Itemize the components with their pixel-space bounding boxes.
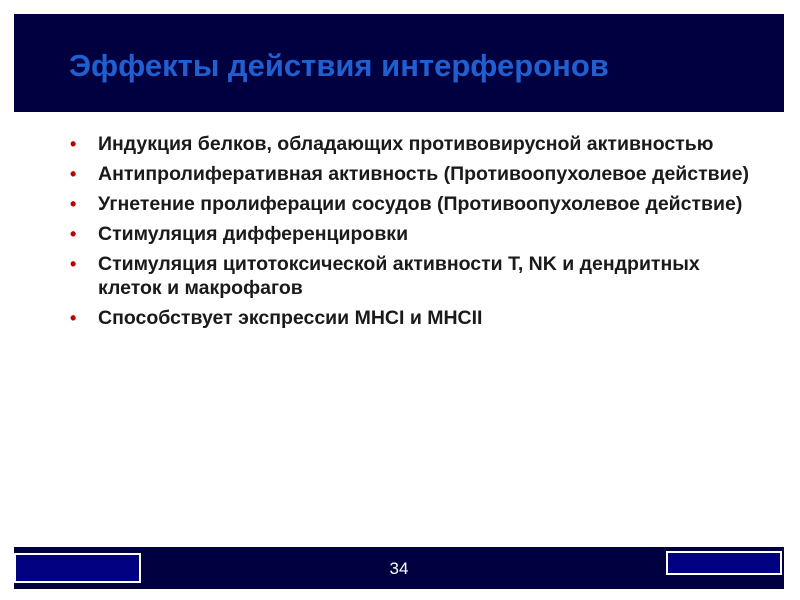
bullet-list <box>70 132 750 336</box>
bullet-icon: • <box>70 194 77 214</box>
list-item <box>70 192 750 216</box>
list-item <box>70 162 750 186</box>
bullet-text: Антипролиферативная активность (Противоопухолевое действие) <box>98 163 749 185</box>
bullet-text: Угнетение пролиферации сосудов (Противоопухолевое действие) <box>98 193 743 215</box>
list-item <box>70 306 750 330</box>
bullet-icon: • <box>70 254 77 274</box>
list-item <box>70 252 750 300</box>
bullet-icon: • <box>70 134 77 154</box>
page-number: 34 <box>389 559 409 578</box>
bullet-text: Стимуляция дифференцировки <box>98 223 409 245</box>
bullet-text: Индукция белков, обладающих противовирусной активностью <box>98 133 714 155</box>
slide-footer <box>14 547 784 589</box>
footer-right-box <box>666 551 782 575</box>
bullet-text: Стимуляция цитотоксической активности T, NK и дендритных клеток и макрофагов <box>98 253 700 299</box>
bullet-icon: • <box>70 224 77 244</box>
bullet-text: Способствует экспрессии MHCI и MHCII <box>98 307 483 329</box>
list-item <box>70 132 750 156</box>
slide-header <box>14 14 784 112</box>
bullet-icon: • <box>70 164 77 184</box>
slide-title: Эффекты действия интерферонов <box>69 48 609 83</box>
bullet-icon: • <box>70 308 77 328</box>
list-item <box>70 222 750 246</box>
